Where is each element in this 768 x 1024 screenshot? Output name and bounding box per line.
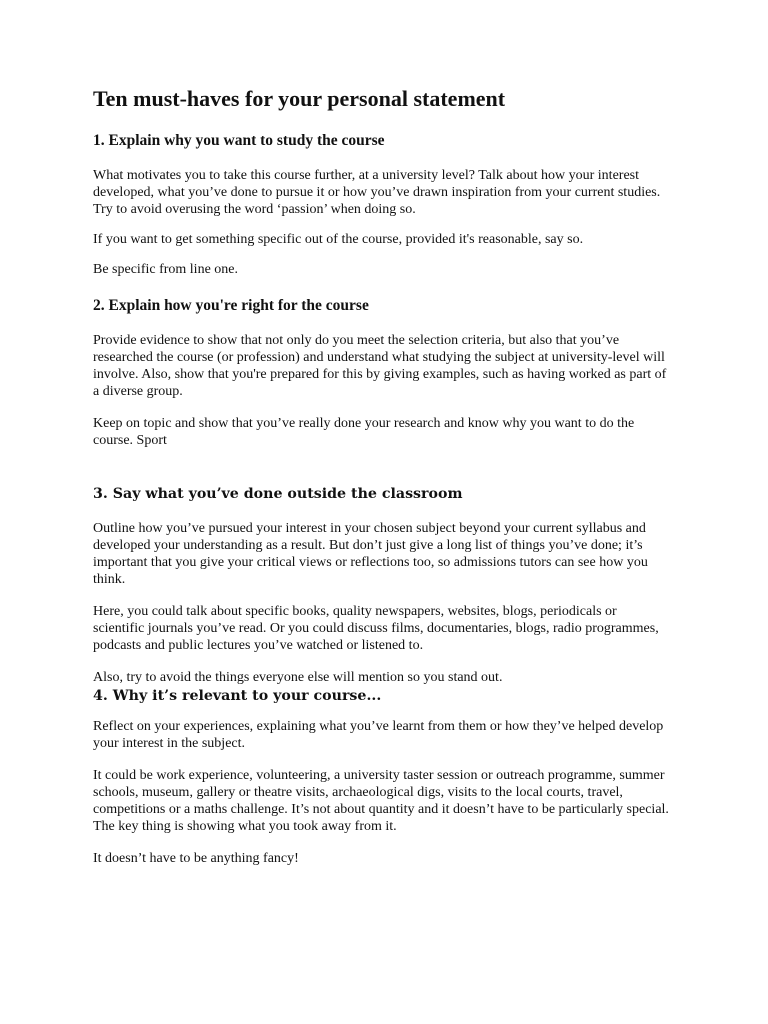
section-4-paragraph-1: Reflect on your experiences, explaining what you’ve learnt from them or how they’ve helped develop your interest in the subject. (93, 719, 664, 751)
section-heading-4: 4. Why it’s relevant to your course... (93, 688, 382, 704)
section-3-paragraph-1: Outline how you’ve pursued your interest in your chosen subject beyond your current syllabus and developed your understanding as a result. But don’t just give a long list of things you’ve done; it’s important that you give your critical views or reflections too, so admissions tutors can see how you think. (93, 521, 648, 587)
section-3-paragraph-2: Here, you could talk about specific books, quality newspapers, websites, blogs, periodicals or scientific journals you’ve read. Or you could discuss films, documentaries, blogs, radio programmes, podcasts and public lectures you’ve watched or listened to. (93, 604, 659, 653)
section-2-paragraph-1: Provide evidence to show that not only do you meet the selection criteria, but also that you’ve researched the course (or profession) and understand what studying the subject at university-level will involve. Also, show that you're prepared for this by giving examples, such as having worked as part of a diverse group. (93, 333, 667, 399)
section-1-paragraph-3: Be specific from line one. (93, 262, 239, 277)
section-heading-2: 2. Explain how you're right for the course (93, 297, 369, 314)
section-4-paragraph-3: It doesn’t have to be anything fancy! (93, 851, 299, 866)
section-1-paragraph-1: What motivates you to take this course further, at a university level? Talk about how your interest developed, what you’ve done to pursue it or how you’ve drawn inspiration from your current studies. Try to avoid overusing the word ‘passion’ when doing so. (93, 168, 661, 217)
page-title: Ten must-haves for your personal statement (93, 86, 506, 111)
section-2-paragraph-2: Keep on topic and show that you’ve really done your research and know why you want to do the course. Sport (93, 416, 635, 448)
section-heading-1: 1. Explain why you want to study the course (93, 132, 385, 149)
section-3-paragraph-3: Also, try to avoid the things everyone else will mention so you stand out. (93, 670, 503, 685)
section-heading-3: 3. Say what you’ve done outside the classroom (93, 486, 463, 502)
section-1-paragraph-2: If you want to get something specific out of the course, provided it's reasonable, say so. (93, 232, 584, 247)
section-4-paragraph-2: It could be work experience, volunteering, a university taster session or outreach programme, summer schools, museum, gallery or theatre visits, archaeological digs, visits to the local courts, travel, competitions or a maths challenge. It’s not about quantity and it doesn’t have to be particularly special. The key thing is showing what you took away from it. (93, 768, 669, 834)
